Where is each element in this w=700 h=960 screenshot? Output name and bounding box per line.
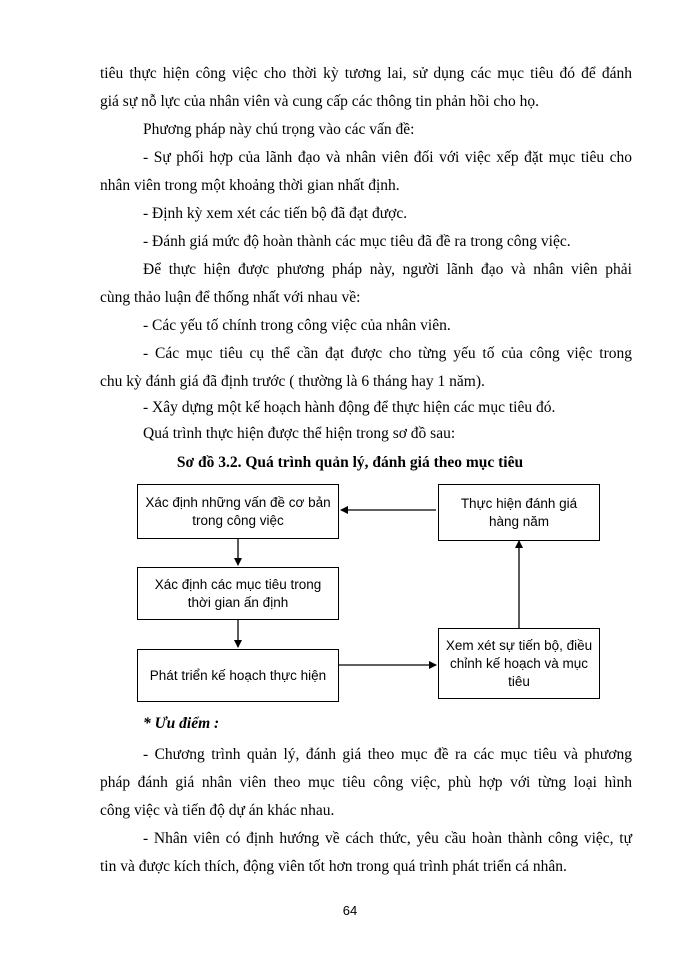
text-line: - Sự phối hợp của lãnh đạo và nhân viên đối với việc xếp đặt mục tiêu cho: [143, 149, 632, 166]
diagram-box-set-objectives: Xác định các mục tiêu trong thời gian ấn định: [137, 567, 339, 620]
text-line: Để thực hiện được phương pháp này, người lãnh đạo và nhân viên phải: [143, 261, 632, 278]
text-line: - Nhân viên có định hướng về cách thức, yêu cầu hoàn thành công việc, tự: [143, 830, 632, 847]
text-line: - Chương trình quản lý, đánh giá theo mục đề ra các mục tiêu và phương: [143, 746, 632, 763]
diagram-box-annual-review: Thực hiện đánh giá hàng năm: [438, 484, 600, 541]
diagram-box-identify-issues: Xác định những vấn đề cơ bản trong công việc: [137, 484, 339, 539]
text-line: công việc và tiến độ dự án khác nhau.: [100, 802, 335, 819]
text-line: tiêu thực hiện công việc cho thời kỳ tương lai, sử dụng các mục tiêu đó để đánh: [100, 65, 632, 82]
diagram-box-develop-plan: Phát triển kế hoạch thực hiện: [137, 649, 339, 702]
text-line: - Định kỳ xem xét các tiến bộ đã đạt được.: [143, 205, 408, 222]
text-line: - Xây dựng một kế hoạch hành động để thực hiện các mục tiêu đó.: [143, 399, 556, 416]
text-line: giá sự nỗ lực của nhân viên và cung cấp các thông tin phản hồi cho họ.: [100, 93, 540, 110]
text-line: Quá trình thực hiện được thể hiện trong sơ đồ sau:: [143, 425, 456, 442]
text-line: nhân viên trong một khoảng thời gian nhất định.: [100, 177, 400, 194]
text-line: chu kỳ đánh giá đã định trước ( thường là 6 tháng hay 1 năm).: [100, 373, 485, 390]
text-line: Phương pháp này chú trọng vào các vấn đề:: [143, 121, 415, 138]
text-line: pháp đánh giá nhân viên theo mục tiêu công việc, phù hợp với từng loại hình: [100, 774, 632, 791]
page-number: 64: [342, 903, 358, 918]
text-line: tin và được kích thích, động viên tốt hơn trong quá trình phát triển cá nhân.: [100, 858, 567, 875]
diagram-box-review-progress: Xem xét sự tiến bộ, điều chỉnh kế hoạch và mục tiêu: [438, 628, 600, 699]
text-line: - Các mục tiêu cụ thể cần đạt được cho từng yếu tố của công việc trong: [143, 345, 632, 362]
diagram-caption: Sơ đồ 3.2. Quá trình quản lý, đánh giá theo mục tiêu: [176, 454, 524, 471]
advantages-heading: * Ưu điểm :: [143, 715, 220, 732]
text-line: - Đánh giá mức độ hoàn thành các mục tiêu đã đề ra trong công việc.: [143, 233, 571, 250]
text-line: - Các yếu tố chính trong công việc của nhân viên.: [143, 317, 451, 334]
text-line: cùng thảo luận để thống nhất với nhau về:: [100, 289, 361, 306]
